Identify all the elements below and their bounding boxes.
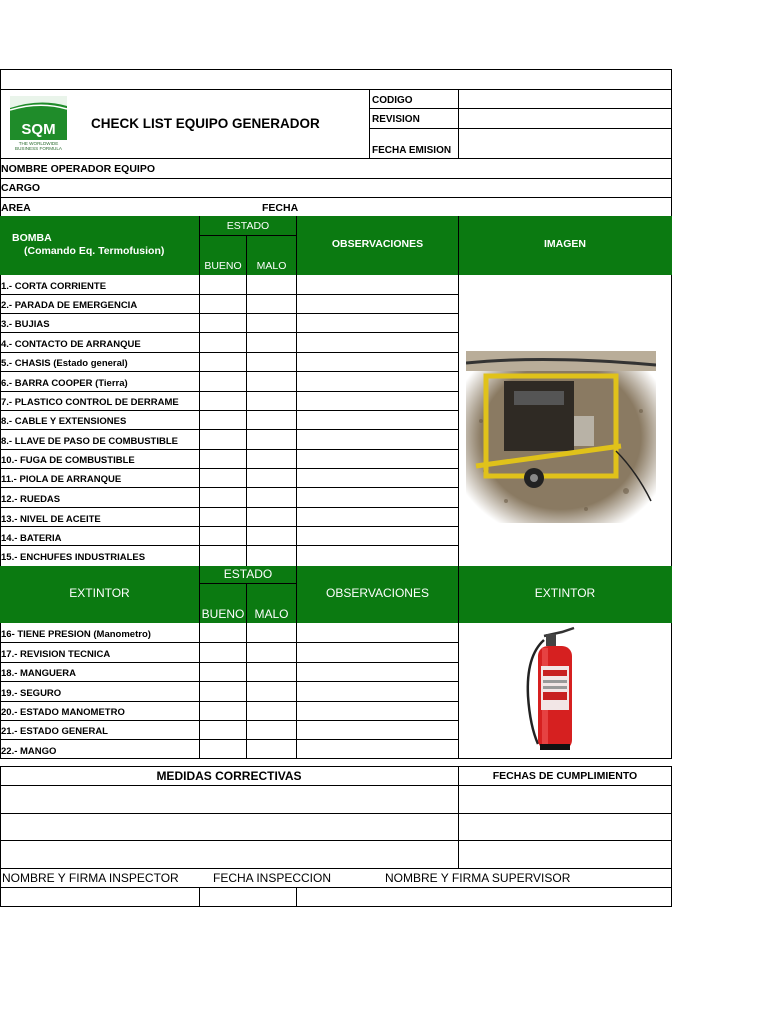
list-item: 21.- ESTADO GENERAL (1, 726, 108, 737)
correctivas-h1 (0, 785, 672, 786)
extintor-bueno: BUENO (201, 607, 245, 621)
row-line (0, 352, 459, 353)
bomba-malo: MALO (256, 260, 287, 272)
signature-v2 (296, 887, 297, 907)
bomba-title: BOMBA (12, 232, 52, 244)
list-item: 4.- CONTACTO DE ARRANQUE (1, 339, 141, 350)
bomba-bueno: BUENO (204, 260, 242, 272)
medidas-correctivas-label: MEDIDAS CORRECTIVAS (156, 769, 302, 783)
supervisor-label: NOMBRE Y FIRMA SUPERVISOR (385, 871, 571, 885)
extintor-estado: ESTADO (223, 567, 273, 581)
list-item: 5.- CHASIS (Estado general) (1, 358, 128, 369)
row-line (0, 371, 459, 372)
info-hline-1 (0, 178, 672, 179)
sqm-logo (10, 96, 68, 152)
row-line (0, 739, 459, 740)
fecha-emision-field[interactable] (459, 129, 671, 158)
bomba-imagen: IMAGEN (544, 238, 586, 250)
revision-label: REVISION (372, 114, 420, 125)
list-item: 2.- PARADA DE EMERGENCIA (1, 300, 138, 311)
correctivas-h2 (0, 813, 672, 814)
list-item: 22.- MANGO (1, 746, 57, 757)
list-item: 20.- ESTADO MANOMETRO (1, 707, 125, 718)
logo-tagline-2: BUSINESS FORMULA (15, 146, 62, 151)
bomba-table-v2 (246, 275, 247, 566)
list-item: 12.- RUEDAS (1, 494, 61, 505)
row-line (0, 642, 459, 643)
row-line (0, 313, 459, 314)
row-line (0, 701, 459, 702)
row-line (0, 294, 459, 295)
list-item: 17.- REVISION TECNICA (1, 649, 111, 660)
row-line (0, 507, 459, 508)
list-item: 15.- ENCHUFES INDUSTRIALES (1, 552, 146, 563)
list-item: 11.- PIOLA DE ARRANQUE (1, 474, 122, 485)
fechas-cumplimiento-label: FECHAS DE CUMPLIMIENTO (492, 770, 638, 782)
list-item: 14.- BATERIA (1, 533, 62, 544)
row-line (0, 681, 459, 682)
list-item: 10.- FUGA DE COMBUSTIBLE (1, 455, 135, 466)
logo-tagline-1: THE WORLDWIDE (18, 141, 59, 146)
list-item: 18.- MANGUERA (1, 668, 76, 679)
bomba-subtitle: (Comando Eq. Termofusion) (24, 245, 165, 257)
signature-v1 (199, 887, 200, 907)
logo-text: SQM (21, 121, 56, 138)
generator-image (466, 351, 656, 523)
bomba-estado: ESTADO (226, 220, 270, 232)
row-line (0, 526, 459, 527)
header-divider (369, 89, 370, 159)
fecha-label: FECHA (262, 202, 299, 214)
list-item: 13.- NIVEL DE ACEITE (1, 514, 101, 525)
top-blank-row (0, 69, 672, 90)
signature-h (0, 887, 672, 888)
fecha-inspeccion-label: FECHA INSPECCION (213, 871, 332, 885)
extintor-image-title: EXTINTOR (534, 586, 596, 600)
bomba-table-v4 (458, 275, 459, 566)
row-line (0, 332, 459, 333)
list-item: 8.- LLAVE DE PASO DE COMBUSTIBLE (1, 436, 178, 447)
codigo-field[interactable] (459, 90, 671, 108)
extintor-header-h (199, 583, 296, 584)
bomba-header-h (199, 235, 296, 236)
revision-field[interactable] (459, 109, 671, 128)
extintor-malo: MALO (254, 607, 289, 621)
row-line (0, 468, 459, 469)
page-title: CHECK LIST EQUIPO GENERADOR (91, 116, 320, 131)
inspector-label: NOMBRE Y FIRMA INSPECTOR (2, 871, 179, 885)
correctivas-h3 (0, 840, 672, 841)
row-line (0, 720, 459, 721)
row-line (0, 487, 459, 488)
row-line (0, 391, 459, 392)
operador-label: NOMBRE OPERADOR EQUIPO (1, 163, 156, 175)
info-hline-2 (0, 197, 672, 198)
list-item: 1.- CORTA CORRIENTE (1, 281, 107, 292)
bomba-table-v3 (296, 275, 297, 566)
row-line (0, 429, 459, 430)
bomba-observaciones: OBSERVACIONES (331, 238, 424, 250)
row-line (0, 545, 459, 546)
list-item: 7.- PLASTICO CONTROL DE DERRAME (1, 397, 179, 408)
row-line (0, 410, 459, 411)
list-item: 6.- BARRA COOPER (Tierra) (1, 378, 128, 389)
row-line (0, 662, 459, 663)
fecha-emision-label: FECHA EMISION (372, 145, 452, 156)
cargo-label: CARGO (1, 182, 41, 194)
area-label: AREA (1, 202, 31, 214)
codigo-label: CODIGO (372, 95, 413, 106)
extintor-observaciones: OBSERVACIONES (326, 586, 429, 600)
list-item: 8.- CABLE Y EXTENSIONES (1, 416, 127, 427)
extintor-title: EXTINTOR (69, 586, 130, 600)
row-line (0, 449, 459, 450)
bomba-table-v1 (199, 275, 200, 566)
list-item: 3.- BUJIAS (1, 319, 50, 330)
list-item: 19.- SEGURO (1, 688, 62, 699)
list-item: 16- TIENE PRESION (Manometro) (1, 629, 151, 640)
fire-extinguisher-image (522, 626, 582, 754)
